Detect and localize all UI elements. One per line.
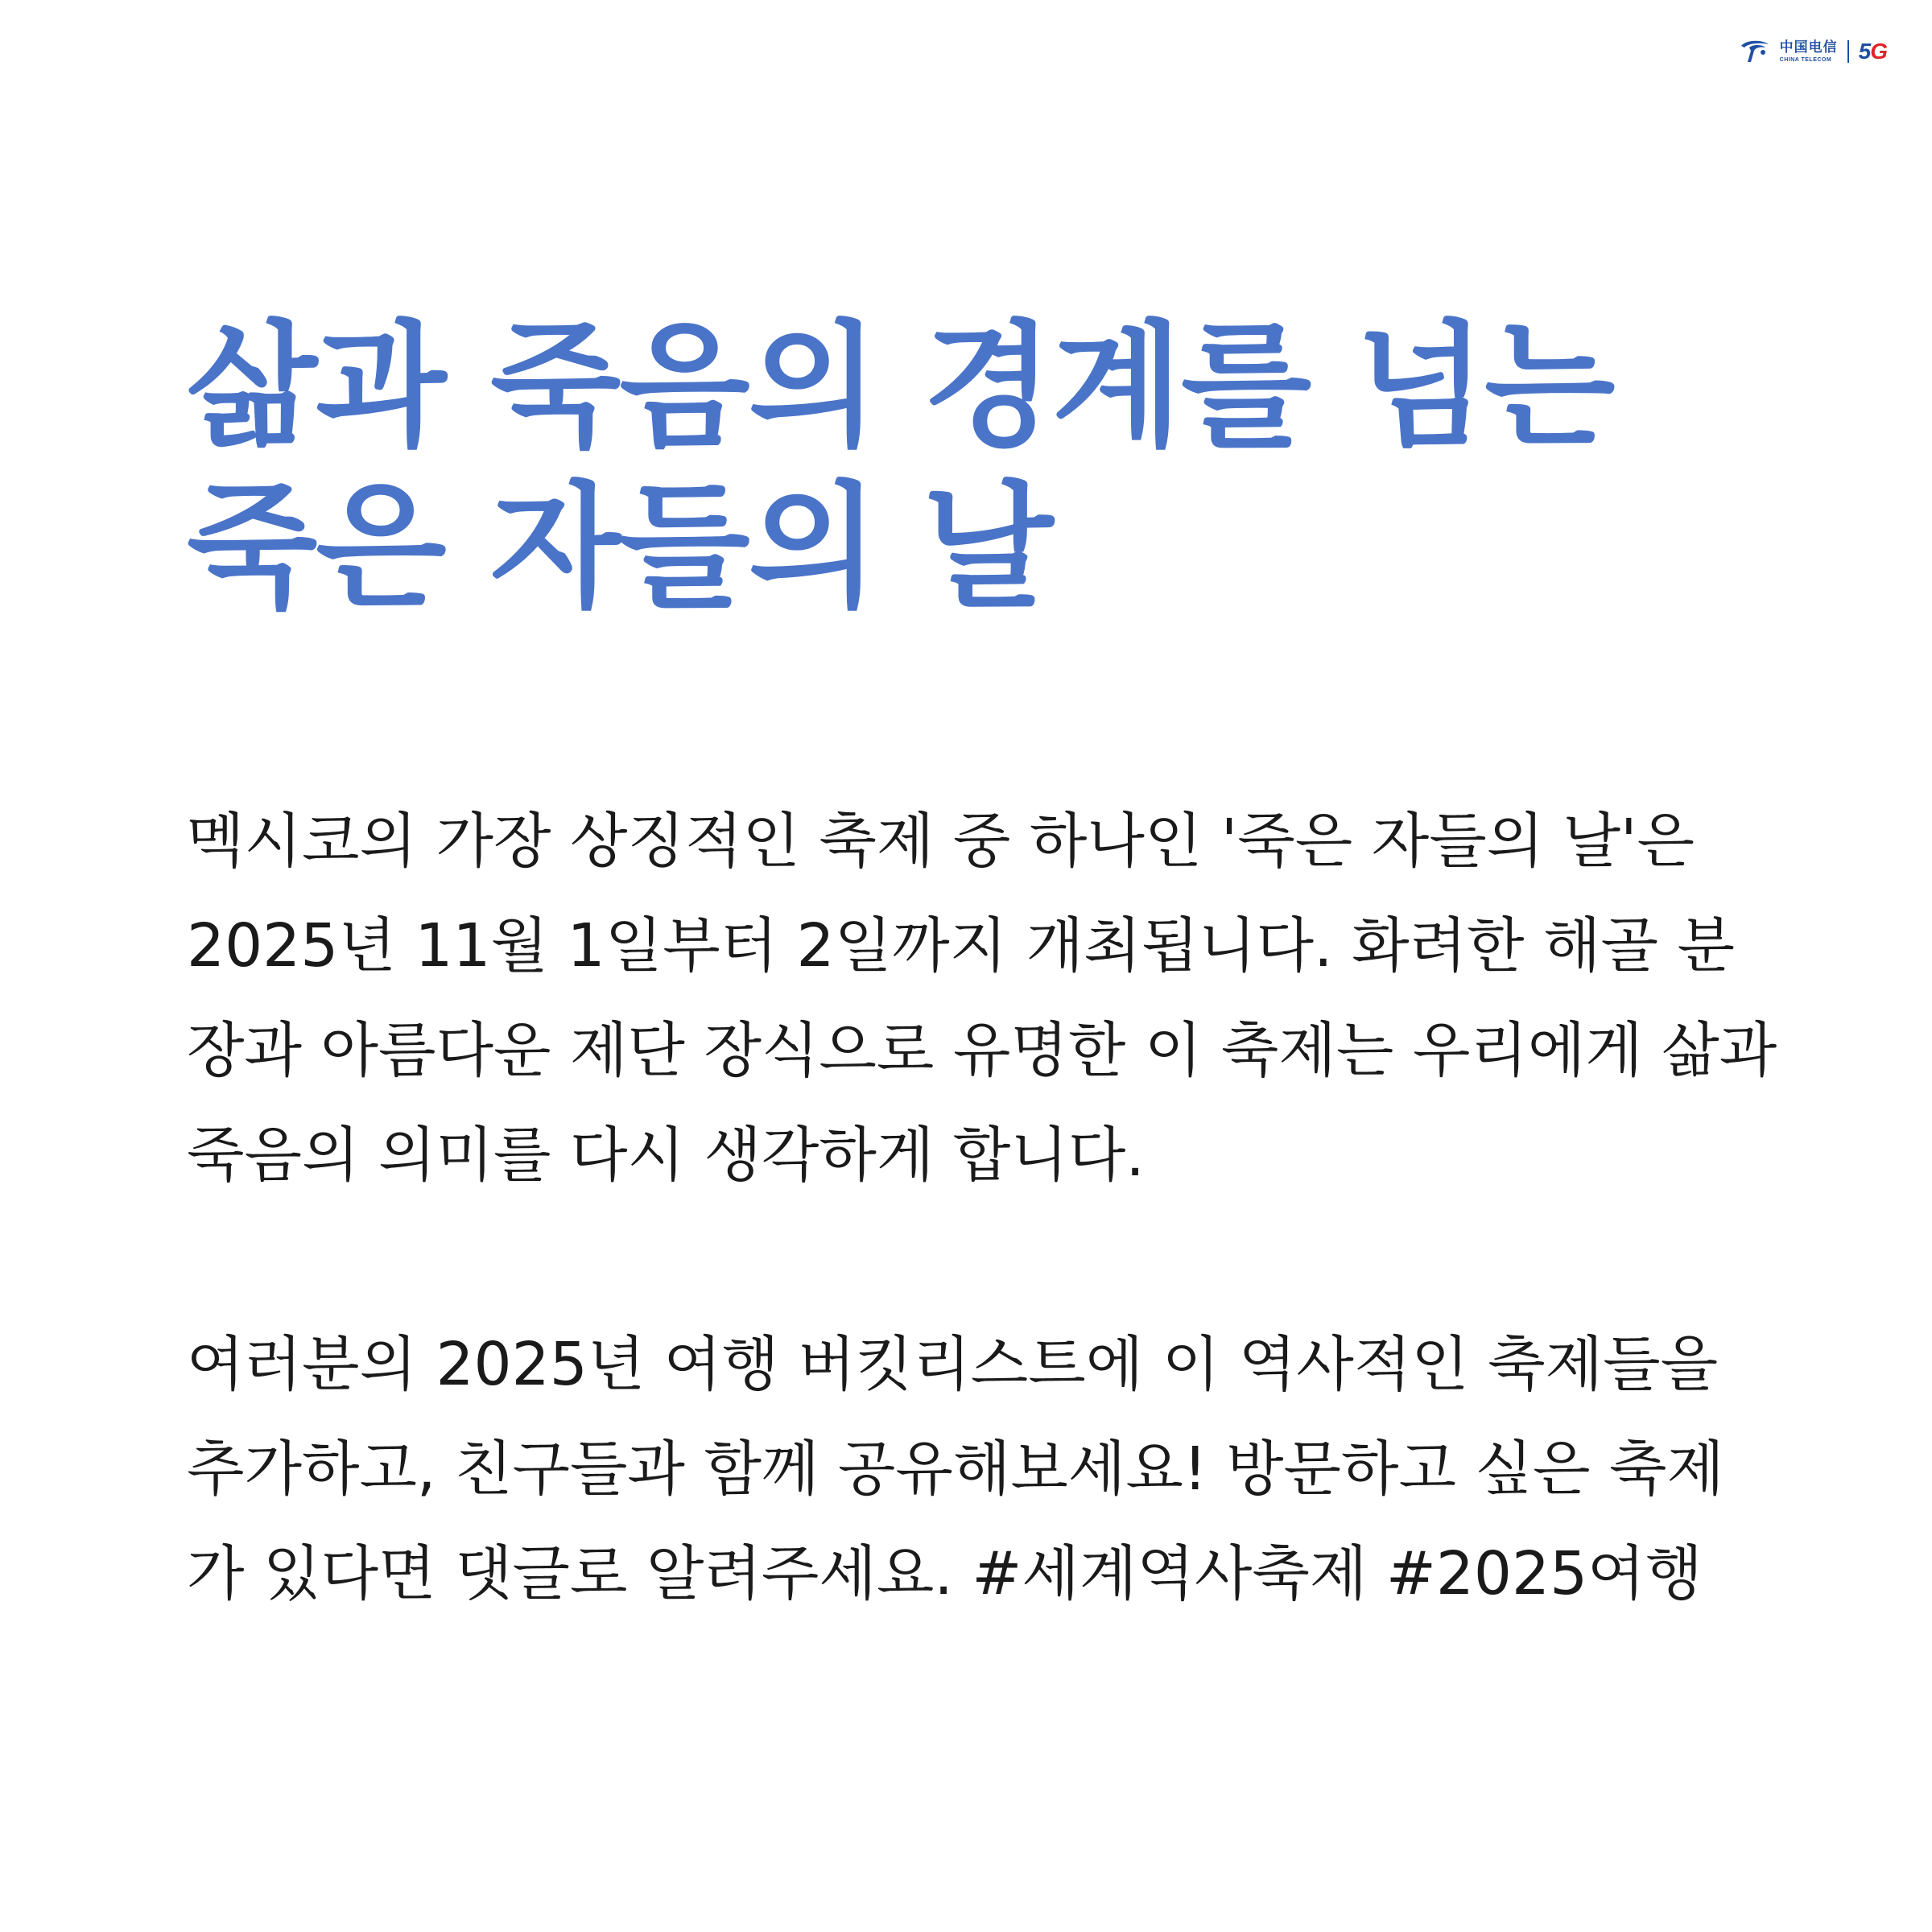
brand-divider [1847,40,1849,63]
page-title: 삶과 죽음의 경계를 넘는 죽은 자들의 날 [187,308,1614,626]
body-paragraph-2: 여러분의 2025년 여행 버킷리스트에 이 역사적인 축제들을 추가하고, 친구들과 함께 공유해보세요! 방문하고 싶은 축제가 있다면 댓글로 알려주세요. #세계역사축제 #2025여행 [187,1330,1724,1608]
brand-name-en: CHINA TELECOM [1779,56,1832,63]
body-paragraph-1: 멕시코의 가장 상징적인 축제 중 하나인 '죽은 자들의 날'은 2025년 11월 1일부터 2일까지 개최됩니다. 화려한 해골 분장과 아름다운 제단 장식으로 유명한 이 축제는 우리에게 삶과 죽음의 의미를 다시 생각하게 합니다. [187,807,1777,1190]
network-badge-5g [1859,40,1887,63]
network-g: G [1870,39,1887,64]
network-5: 5 [1858,39,1871,64]
post-content [187,306,1781,1626]
china-telecom-logo-icon [1738,38,1772,65]
brand-logo [1738,35,1887,68]
brand-wordmark [1780,41,1838,63]
brand-name-cn: 中国电信 [1779,39,1838,56]
